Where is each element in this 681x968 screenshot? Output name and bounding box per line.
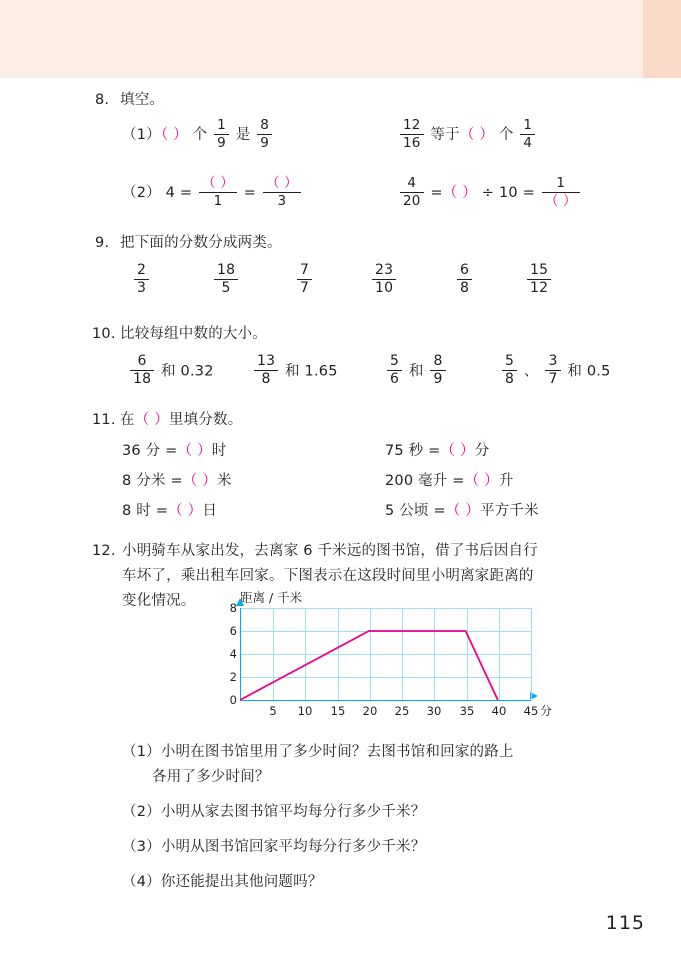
chart-x-axis-unit: 分 [540, 704, 553, 718]
x-tick-45: 45 [523, 704, 539, 718]
item-1-text-1: 个 [192, 127, 208, 144]
exercise-8-title: 填空。 [120, 92, 165, 108]
exercise-9-fraction-5 [455, 263, 474, 296]
x-tick-30: 30 [426, 704, 442, 718]
exercise-11-row-1-right [385, 441, 489, 463]
fraction-7-7: $\frac{7}{7}$ [297, 263, 312, 296]
exercise-9-fraction-6 [525, 263, 553, 296]
chart-line-series [240, 608, 530, 700]
exercise-12-question-3: （3）小明从图书馆回家平均每分行多少千米？ [122, 839, 426, 855]
row-3-left-post: 日 [202, 503, 218, 519]
exercise-9-fraction-3 [295, 263, 314, 296]
decorative-header-band [0, 0, 681, 78]
fraction-6-18: $\frac{6}{18}$ [130, 354, 154, 387]
chart-y-axis-title: 距离 / 千米 [240, 590, 303, 605]
exercise-9-fraction-1 [132, 263, 151, 296]
item-2-text-0: 4 = [165, 185, 193, 202]
exercise-11-title-blank[interactable]: （ ） [134, 412, 169, 428]
group-2-compare-text: 和 1.65 [285, 363, 338, 380]
item-2-right-text-1: = [430, 185, 443, 202]
exercise-12-question-1-line-1: （1）小明在图书馆里用了多少时间？去图书馆和回家的路上 [122, 744, 514, 760]
fraction-12-16: $\frac{12}{16}$ [400, 118, 424, 150]
exercise-12-label: 12. [92, 543, 116, 559]
exercise-9-fraction-2 [212, 263, 240, 296]
fraction-5-8: $\frac{5}{8}$ [502, 354, 517, 387]
exercise-11-row-2-left [122, 471, 232, 493]
exercise-10-group-2 [252, 354, 338, 387]
exercise-12-title-line-1: 小明骑车从家出发，去离家 6 千米远的图书馆，借了书后因自行 [122, 543, 538, 559]
decorative-corner-notch [643, 0, 681, 78]
exercise-12-title-line-2: 车坏了，乘出租车回家。下图表示在这段时间里小明离家距离的 [122, 568, 534, 584]
exercise-12-question-1-line-2: 各用了多少时间？ [152, 769, 270, 785]
item-1-text-2: 是 [235, 127, 251, 144]
fraction-8-9: $\frac{8}{9}$ [430, 354, 445, 387]
y-axis-arrow [236, 598, 244, 606]
row-3-left-pre: 8 时 = [122, 503, 169, 519]
x-tick-20: 20 [362, 704, 378, 718]
page-content [0, 78, 681, 968]
exercise-10-group-3 [385, 354, 448, 387]
fraction-1-over-blank[interactable]: $\frac{1}{( )}$ [542, 176, 580, 208]
item-1-right-blank[interactable]: （ ） [459, 127, 495, 144]
page-number: 115 [605, 912, 645, 934]
fraction-3-7: $\frac{3}{7}$ [545, 354, 560, 387]
x-tick-10: 10 [297, 704, 313, 718]
row-2-right-pre: 200 毫升 = [385, 473, 465, 489]
fraction-13-8: $\frac{13}{8}$ [254, 354, 278, 387]
group-3-compare-text: 和 [408, 363, 424, 380]
x-tick-40: 40 [491, 704, 507, 718]
fraction-blank-over-1[interactable]: $\frac{( )}{1}$ [199, 176, 237, 208]
x-tick-15: 15 [330, 704, 346, 718]
fraction-blank-over-3[interactable]: $\frac{( )}{3}$ [263, 176, 301, 208]
exercise-8-item-1-left [122, 118, 274, 150]
row-1-left-blank[interactable]: （ ） [177, 443, 212, 459]
exercise-11-row-2-right [385, 471, 514, 493]
y-tick-0: 0 [229, 693, 237, 707]
exercise-12-question-2: （2）小明从家去图书馆平均每分行多少千米？ [122, 804, 426, 820]
row-3-left-blank[interactable]: （ ） [168, 503, 203, 519]
exercise-11-row-3-right [385, 501, 539, 523]
y-tick-8: 8 [229, 601, 237, 615]
item-2-marker: （2） [122, 185, 161, 202]
item-1-marker: （1） [122, 127, 161, 144]
exercise-11-title-post: 里填分数。 [168, 412, 243, 428]
fraction-18-5: $\frac{18}{5}$ [214, 263, 238, 296]
row-1-right-post: 分 [474, 443, 490, 459]
row-1-right-pre: 75 秒 = [385, 443, 441, 459]
fraction-23-10: $\frac{23}{10}$ [372, 263, 396, 296]
exercise-10-group-1 [128, 354, 214, 387]
exercise-8-item-2-right [398, 176, 582, 208]
row-2-left-pre: 8 分米 = [122, 473, 183, 489]
fraction-1-4: $\frac{1}{4}$ [520, 118, 535, 150]
fraction-6-8: $\frac{6}{8}$ [457, 263, 472, 296]
row-1-left-post: 时 [211, 443, 227, 459]
x-tick-25: 25 [394, 704, 410, 718]
y-tick-2: 2 [229, 670, 237, 684]
exercise-11-row-3-left [122, 501, 217, 523]
fraction-2-3: $\frac{2}{3}$ [134, 263, 149, 296]
item-2-equals: = [243, 185, 257, 202]
group-4-separator: 、 [523, 363, 539, 380]
fraction-8-9: $\frac{8}{9}$ [257, 118, 272, 150]
row-1-right-blank[interactable]: （ ） [440, 443, 475, 459]
item-2-right-blank[interactable]: （ ） [442, 185, 477, 202]
item-1-right-text-2: 个 [498, 127, 514, 144]
row-2-right-post: 升 [498, 473, 514, 489]
exercise-11-title-pre: 在 [120, 412, 135, 428]
item-2-right-text-2: ÷ 10 = [481, 185, 535, 202]
y-tick-6: 6 [229, 624, 237, 638]
x-tick-35: 35 [459, 704, 475, 718]
exercise-10-title: 比较每组中数的大小。 [120, 326, 267, 342]
row-3-right-post: 平方千米 [480, 503, 539, 519]
exercise-9-label: 9. [95, 235, 110, 251]
distance-time-chart [218, 590, 558, 734]
fraction-4-20: $\frac{4}{20}$ [400, 176, 424, 208]
fraction-15-12: $\frac{15}{12}$ [527, 263, 551, 296]
item-1-right-text-1: 等于 [430, 127, 460, 144]
y-tick-4: 4 [229, 647, 237, 661]
x-tick-5: 5 [269, 704, 277, 718]
exercise-11-label: 11. [92, 412, 116, 428]
exercise-9-title: 把下面的分数分成两类。 [120, 235, 282, 251]
group-1-compare-text: 和 0.32 [161, 363, 214, 380]
exercise-8-item-2-left [122, 176, 303, 208]
exercise-10-group-4 [500, 354, 611, 387]
exercise-12-question-4: （4）你还能提出其他问题吗？ [122, 874, 323, 890]
row-2-left-post: 米 [217, 473, 232, 489]
group-4-tail-text: 和 0.5 [567, 363, 611, 380]
exercise-11-title [120, 410, 242, 432]
item-1-blank-1[interactable]: （ ） [160, 127, 188, 144]
row-3-right-blank[interactable]: （ ） [445, 503, 481, 519]
exercise-10-label: 10. [92, 326, 116, 342]
fraction-5-6: $\frac{5}{6}$ [387, 354, 402, 387]
row-2-left-blank[interactable]: （ ） [182, 473, 218, 489]
exercise-11-row-1-left [122, 441, 226, 463]
exercise-8-label: 8. [95, 92, 110, 108]
exercise-9-fraction-4 [370, 263, 398, 296]
row-1-left-pre: 36 分 = [122, 443, 178, 459]
exercise-8-item-1-right [398, 118, 537, 150]
row-3-right-pre: 5 公顷 = [385, 503, 446, 519]
row-2-right-blank[interactable]: （ ） [464, 473, 499, 489]
fraction-1-9: $\frac{1}{9}$ [214, 118, 229, 150]
exercise-12-title-line-3: 变化情况。 [122, 593, 196, 609]
